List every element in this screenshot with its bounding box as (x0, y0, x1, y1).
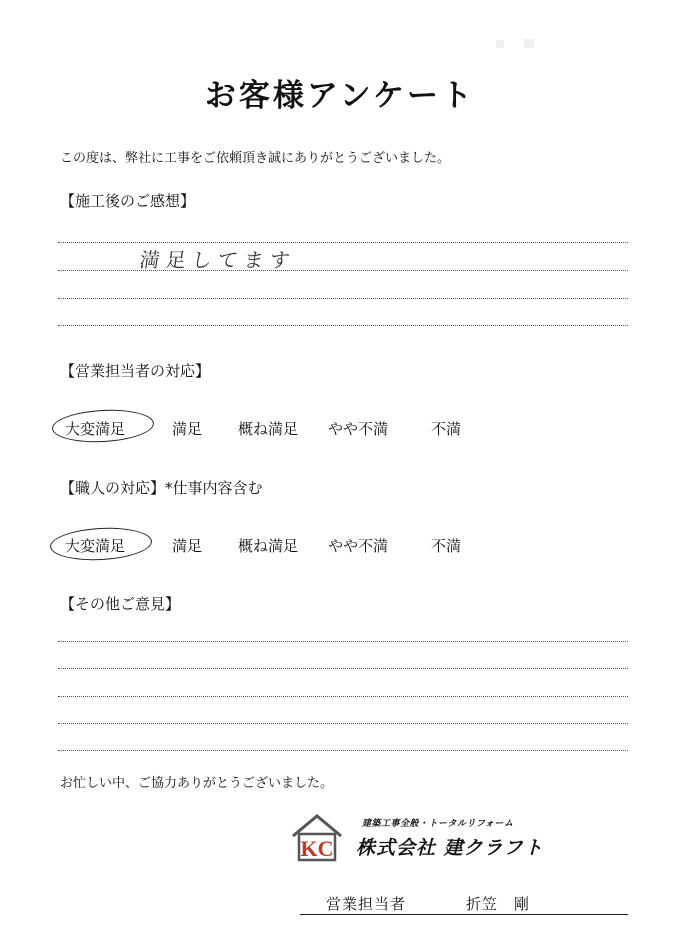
comment-line (58, 668, 628, 669)
intro-text: この度は、弊社に工事をご依頼頂き誠にありがとうございました。 (60, 151, 451, 166)
craftsmen-heading: 【職人の対応】*仕事内容含む (60, 479, 263, 497)
craftsmen-option-satisfied[interactable]: 満足 (172, 537, 203, 555)
company-name: 株式会社 建クラフト (356, 837, 544, 859)
faint-mark (490, 36, 550, 50)
sales-option-very-satisfied[interactable]: 大変満足 (65, 420, 126, 438)
company-tagline: 建築工事全般・トータルリフォーム (362, 819, 514, 829)
sales-rep-name: 折笠 剛 (466, 895, 531, 913)
craftsmen-option-somewhat-dissatisfied[interactable]: やや不満 (328, 537, 389, 555)
craftsmen-option-dissatisfied[interactable]: 不満 (431, 537, 462, 555)
sales-option-mostly-satisfied[interactable]: 概ね満足 (238, 420, 299, 438)
sales-rep-label: 営業担当者 (326, 895, 407, 913)
other-heading: 【その他ご意見】 (60, 595, 181, 613)
answer-line (58, 325, 628, 326)
logo-mark-text: KC (300, 836, 334, 861)
closing-text: お忙しい中、ご協力ありがとうございました。 (60, 776, 334, 791)
sales-option-dissatisfied[interactable]: 不満 (431, 420, 462, 438)
answer-line (58, 298, 628, 299)
sales-option-somewhat-dissatisfied[interactable]: やや不満 (328, 420, 389, 438)
page-title: お客様アンケート (204, 78, 476, 114)
comment-line (58, 750, 628, 751)
craftsmen-option-very-satisfied[interactable]: 大変満足 (65, 537, 126, 555)
sales-heading: 【営業担当者の対応】 (60, 362, 211, 380)
comment-line (58, 641, 628, 642)
answer-line (58, 242, 628, 243)
answer-line (58, 270, 628, 271)
craftsmen-option-mostly-satisfied[interactable]: 概ね満足 (238, 537, 299, 555)
impressions-answer: 満足してます (138, 248, 298, 272)
comment-line (58, 723, 628, 724)
company-logo-icon (290, 812, 344, 864)
comment-line (58, 696, 628, 697)
impressions-heading: 【施工後のご感想】 (60, 192, 196, 210)
sales-option-satisfied[interactable]: 満足 (172, 420, 203, 438)
signature-line (300, 914, 628, 915)
